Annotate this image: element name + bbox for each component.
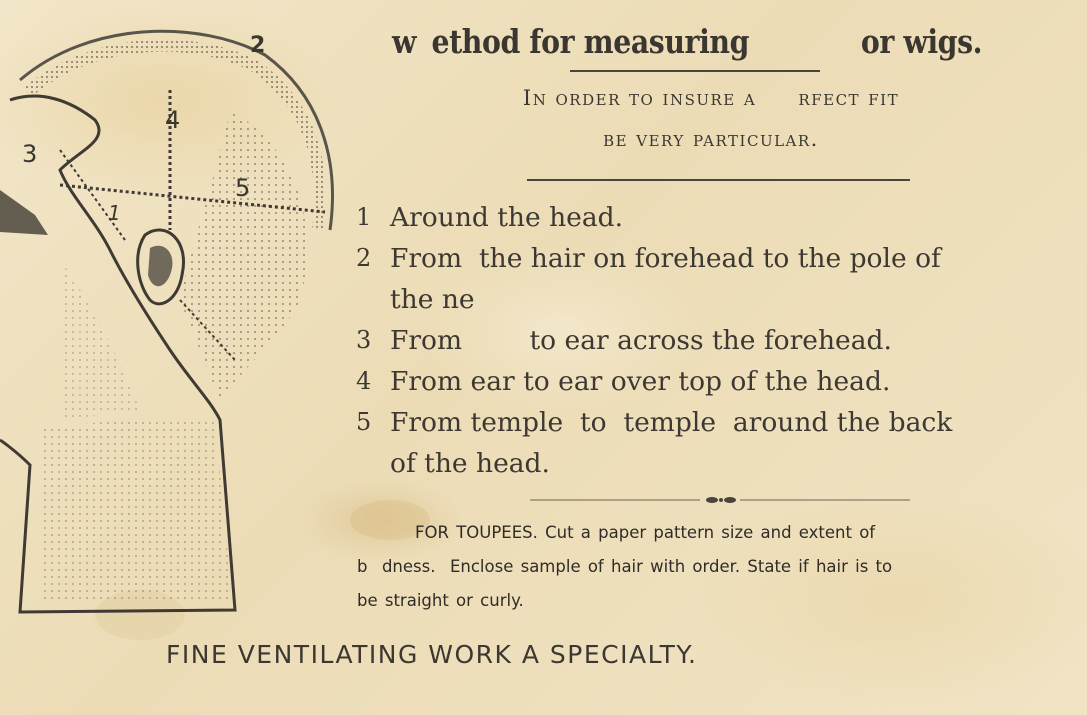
item-text: From the hair on forehead to the pole of <box>390 243 941 274</box>
divider <box>527 179 910 181</box>
title-underline <box>570 70 820 72</box>
page-title <box>392 22 985 61</box>
item-text-continued: the ne <box>390 284 475 315</box>
list-item <box>356 361 1086 402</box>
item-text: Around the head. <box>390 202 624 233</box>
ornament-divider <box>530 492 910 508</box>
instruction-list <box>356 197 1086 484</box>
toupee-body-1: Cut a paper pattern size and extent of <box>545 523 876 542</box>
label-2: 2 <box>250 33 266 58</box>
subtitle-line-2: be very particular. <box>603 127 819 151</box>
item-text-continued: of the head. <box>390 448 550 479</box>
item-text: From temple to temple around the back <box>390 407 953 438</box>
item-number: 4 <box>356 367 372 395</box>
item-number: 3 <box>356 326 372 354</box>
label-1: 1 <box>108 201 121 225</box>
item-text: From to ear across the forehead. <box>390 325 892 356</box>
subtitle-line-1 <box>340 86 1082 110</box>
toupee-heading: FOR TOUPEES. <box>415 523 538 542</box>
title-part-2: ethod for measuring <box>431 22 750 61</box>
item-number: 2 <box>356 244 372 272</box>
item-text: From ear to ear over top of the head. <box>390 366 891 397</box>
list-item <box>356 197 1086 238</box>
item-number: 5 <box>356 408 372 436</box>
toupee-body-3: be straight or curly. <box>357 591 524 610</box>
title-part-1: w <box>392 22 417 61</box>
label-4: 4 <box>165 106 181 134</box>
list-item <box>356 320 1086 361</box>
list-item <box>356 238 1086 320</box>
list-item <box>356 402 1086 484</box>
subtitle-text-b: rfect fit <box>798 86 900 110</box>
label-5: 5 <box>235 174 251 202</box>
toupee-instructions <box>357 516 1085 618</box>
title-part-3: or wigs. <box>860 22 983 61</box>
subtitle-text-a: In order to insure a <box>522 86 765 110</box>
item-number: 1 <box>356 203 372 231</box>
head-profile-icon <box>0 0 340 640</box>
footer-specialty: FINE VENTILATING WORK A SPECIALTY. <box>166 640 698 669</box>
toupee-body-2: b dness. Enclose sample of hair with order. State if hair is to <box>357 557 893 576</box>
label-3: 3 <box>22 140 38 168</box>
